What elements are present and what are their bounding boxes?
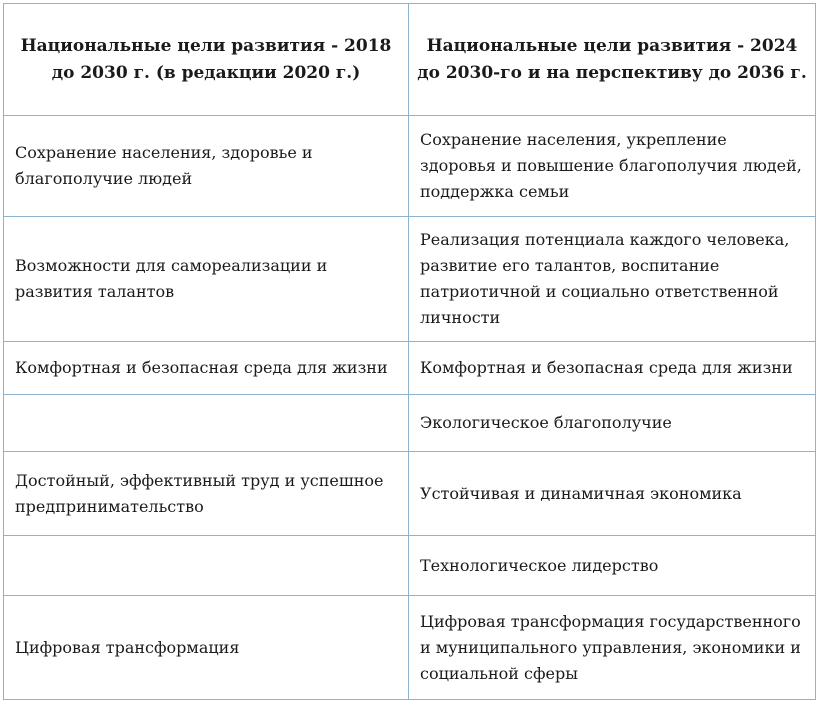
cell-goal-2018-empty [4, 395, 409, 452]
cell-goal-2024: Технологическое лидерство [409, 536, 816, 596]
header-goals-2018: Национальные цели развития - 2018 до 2030 г. (в редакции 2020 г.) [4, 4, 409, 116]
table-row [4, 452, 816, 536]
cell-goal-2018: Возможности для самореализации и развития талантов [4, 217, 409, 342]
table-row [4, 536, 816, 596]
cell-goal-2024: Комфортная и безопасная среда для жизни [409, 342, 816, 395]
header-goals-2024: Национальные цели развития - 2024 до 2030-го и на перспективу до 2036 г. [409, 4, 816, 116]
table-row [4, 596, 816, 700]
national-goals-table [3, 3, 816, 700]
cell-goal-2024: Сохранение населения, укрепление здоровья и повышение благополучия людей, поддержка семьи [409, 116, 816, 217]
table-header-row [4, 4, 816, 116]
cell-goal-2024: Устойчивая и динамичная экономика [409, 452, 816, 536]
cell-goal-2018: Достойный, эффективный труд и успешное предпринимательство [4, 452, 409, 536]
cell-goal-2018: Сохранение населения, здоровье и благополучие людей [4, 116, 409, 217]
table-row [4, 116, 816, 217]
cell-goal-2024: Цифровая трансформация государственного и муниципального управления, экономики и социальной сферы [409, 596, 816, 700]
cell-goal-2024: Экологическое благополучие [409, 395, 816, 452]
cell-goal-2024: Реализация потенциала каждого человека, развитие его талантов, воспитание патриотичной и социально ответственной личности [409, 217, 816, 342]
table-row [4, 342, 816, 395]
cell-goal-2018: Цифровая трансформация [4, 596, 409, 700]
table-row [4, 395, 816, 452]
table-row [4, 217, 816, 342]
cell-goal-2018-empty [4, 536, 409, 596]
cell-goal-2018: Комфортная и безопасная среда для жизни [4, 342, 409, 395]
